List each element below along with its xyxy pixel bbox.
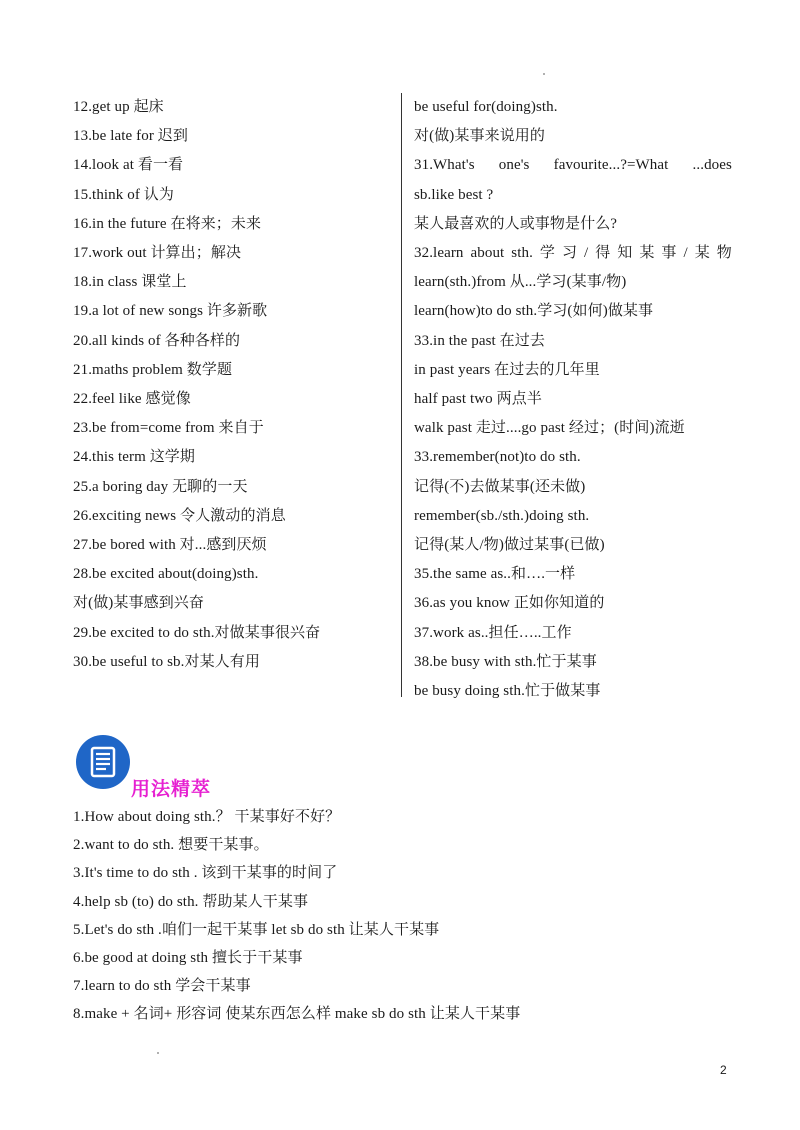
list-item: 12.get up 起床 — [73, 99, 164, 115]
list-item: 33.remember(not)to do sth. — [414, 449, 581, 466]
word: 学 — [539, 245, 555, 262]
column-divider — [401, 93, 402, 697]
list-item: 26.exciting news 令人激动的消息 — [73, 507, 286, 524]
list-item: half past two 两点半 — [414, 391, 542, 408]
list-item: in past years 在过去的几年里 — [414, 361, 600, 378]
list-item — [414, 151, 732, 180]
list-item: learn(how)to do sth.学习(如何)做某事 — [414, 303, 654, 320]
list-item: be useful for(doing)sth. — [414, 99, 558, 115]
list-item: 1.How about doing sth.？ 干某事好不好？ — [73, 809, 341, 825]
word: favourite...?=What — [553, 157, 669, 174]
list-item: 8.make + 名词+ 形容词 使某东西怎么样 make sb do sth 让某人干某事 — [73, 1006, 521, 1023]
page-number: 2 — [720, 1063, 727, 1077]
scan-dot — [543, 73, 545, 75]
list-item: 13.be late for 迟到 — [73, 128, 188, 145]
word: / — [584, 245, 589, 262]
list-item: 4.help sb (to) do sth. 帮助某人干某事 — [73, 893, 309, 910]
section-title: 用法精萃 — [131, 778, 212, 800]
list-item: 7.learn to do sth 学会干某事 — [73, 978, 251, 995]
scan-dot — [157, 1052, 159, 1054]
list-item: 33.in the past 在过去 — [414, 332, 545, 349]
list-item: 17.work out 计算出；解决 — [73, 245, 242, 262]
word: about — [470, 245, 505, 262]
list-item: 记得(某人/物)做过某事(已做) — [414, 537, 605, 554]
list-item: 2.want to do sth. 想要干某事。 — [73, 837, 269, 854]
word: 习 — [561, 245, 578, 262]
list-item — [414, 239, 732, 268]
word: / — [683, 245, 688, 262]
word: 某 — [639, 245, 655, 262]
left-column — [73, 93, 395, 677]
list-item: learn(sth.)from 从...学习(某事/物) — [414, 274, 627, 291]
list-item: 15.think of 认为 — [73, 186, 174, 203]
list-item: 29.be excited to do sth.对做某事很兴奋 — [73, 624, 321, 641]
list-item: 某人最喜欢的人或事物是什么? — [414, 215, 618, 232]
list-item: be busy doing sth.忙于做某事 — [414, 683, 601, 700]
word: one's — [498, 157, 530, 174]
list-item: walk past 走过....go past 经过；(时间)流逝 — [414, 420, 685, 437]
list-item: 25.a boring day 无聊的一天 — [73, 478, 248, 495]
word: 知 — [617, 245, 633, 262]
list-item: 37.work as..担任…..工作 — [414, 624, 572, 641]
list-item: 35.the same as..和….一样 — [414, 566, 576, 583]
word: 31.What's — [414, 157, 475, 174]
list-item: 23.be from=come from 来自于 — [73, 420, 264, 437]
list-item: 22.feel like 感觉像 — [73, 391, 191, 408]
word: 32.learn — [414, 245, 464, 262]
list-item: 对(做)某事来说用的 — [414, 128, 545, 145]
word: 某 — [694, 245, 710, 262]
list-item: 27.be bored with 对...感到厌烦 — [73, 537, 267, 554]
list-item: 6.be good at doing sth 擅长于干某事 — [73, 950, 303, 967]
list-item: 5.Let's do sth .咱们一起干某事 let sb do sth 让某人干某事 — [73, 921, 440, 938]
word: 得 — [595, 245, 611, 262]
right-column — [414, 93, 732, 706]
list-item: 30.be useful to sb.对某人有用 — [73, 653, 260, 670]
list-item: 对(做)某事感到兴奋 — [73, 595, 204, 612]
word: sth. — [511, 245, 533, 262]
list-item: 18.in class 课堂上 — [73, 274, 187, 291]
usage-list — [73, 803, 733, 1029]
document-list-icon — [76, 735, 130, 789]
list-item: sb.like best ? — [414, 186, 494, 203]
list-item: 24.this term 这学期 — [73, 449, 196, 466]
word: 物 — [716, 245, 732, 262]
word: ...does — [692, 157, 732, 174]
list-item: 21.maths problem 数学题 — [73, 361, 233, 378]
list-item: remember(sb./sth.)doing sth. — [414, 507, 590, 524]
list-item: 19.a lot of new songs 许多新歌 — [73, 303, 268, 320]
word: 事 — [661, 245, 677, 262]
list-item: 36.as you know 正如你知道的 — [414, 595, 605, 612]
list-item: 28.be excited about(doing)sth. — [73, 566, 259, 583]
list-item: 38.be busy with sth.忙于某事 — [414, 653, 597, 670]
list-item: 14.look at 看一看 — [73, 157, 184, 174]
list-item: 记得(不)去做某事(还未做) — [414, 478, 586, 495]
list-item: 20.all kinds of 各种各样的 — [73, 332, 241, 349]
list-item: 16.in the future 在将来；未来 — [73, 215, 262, 232]
list-item: 3.It's time to do sth . 该到干某事的时间了 — [73, 865, 338, 882]
